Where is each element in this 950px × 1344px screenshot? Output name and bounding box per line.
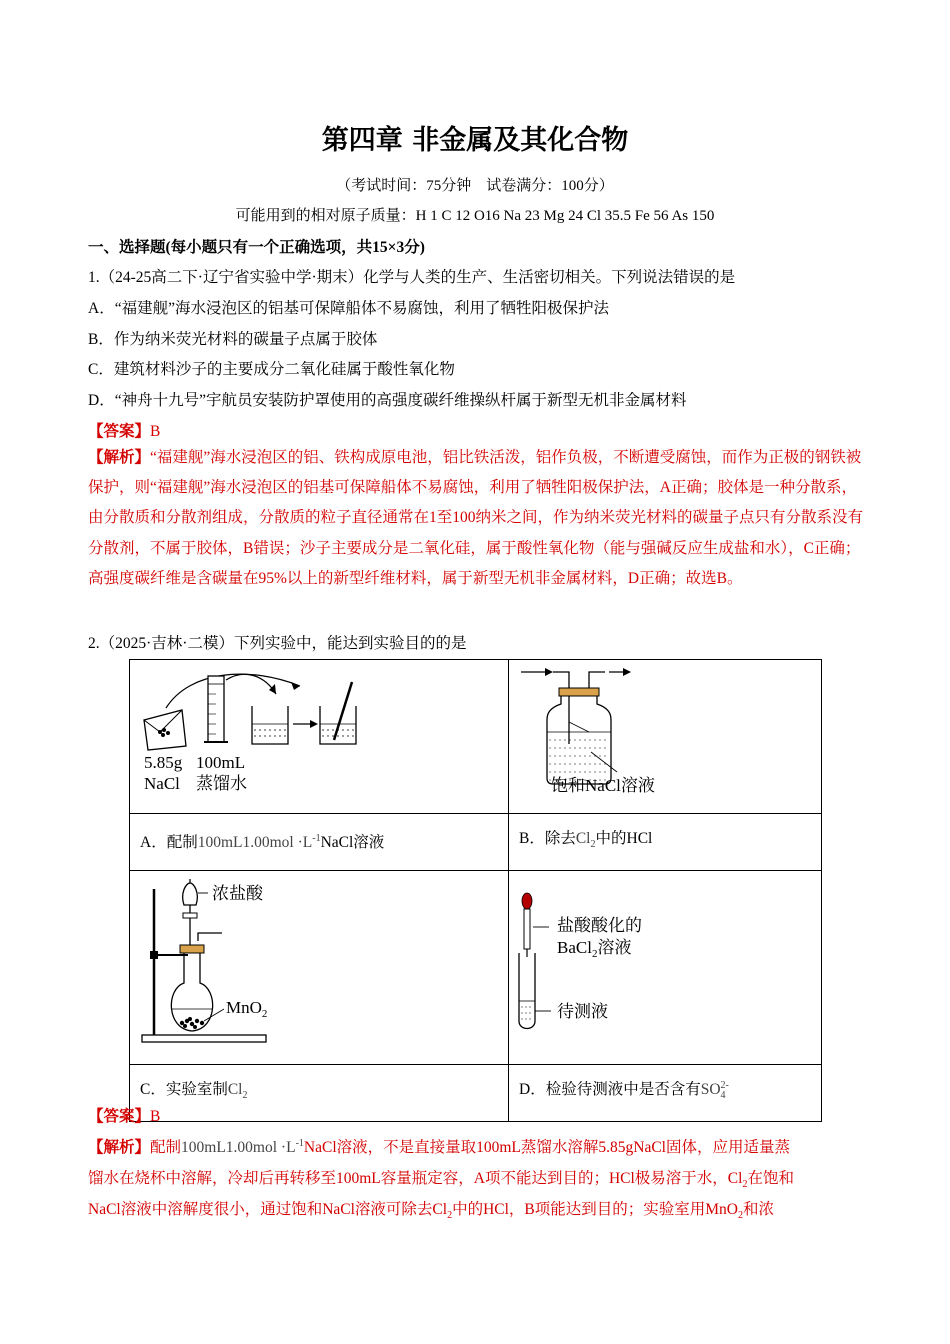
bacl2-text: BaCl bbox=[557, 938, 592, 958]
caption-a-formula-text: 100mL1.00mol ·L bbox=[197, 834, 313, 852]
caption-a-formula bbox=[198, 834, 321, 851]
analysis-l3-c: 和浓 bbox=[743, 1201, 775, 1218]
q2-analysis-line-3 bbox=[88, 1197, 774, 1221]
q1-analysis bbox=[88, 443, 864, 594]
analysis-l3-sub: 2 bbox=[447, 1210, 453, 1222]
analysis-l3-sub2: 2 bbox=[738, 1210, 743, 1222]
analysis-l2-text: 馏水在烧杯中溶解，冷却后再转移至100mL容量瓶定容，A项不能达到目的；HCl极易溶于水，Cl bbox=[88, 1170, 743, 1187]
caption-d-prefix: D．检验待测液中是否含有 bbox=[519, 1081, 701, 1099]
caption-a-suffix: NaCl溶液 bbox=[320, 834, 385, 852]
caption-d-sup: 2- bbox=[720, 1079, 729, 1091]
caption-a-sup: -1 bbox=[312, 833, 321, 844]
caption-b-suffix: 中的HCl bbox=[595, 830, 653, 847]
chlorine-generator-figure bbox=[130, 871, 508, 1059]
answer-value: B bbox=[150, 1108, 161, 1125]
atomic-masses: 可能用到的相对原子质量：H 1 C 12 O16 Na 23 Mg 24 Cl 35.5 Fe 56 As 150 bbox=[235, 208, 715, 224]
mno2-label bbox=[226, 998, 267, 1020]
figure-cell-a bbox=[130, 660, 509, 814]
q1-option-c: C．建筑材料沙子的主要成分二氧化硅属于酸性氧化物 bbox=[88, 361, 455, 378]
figure-cell-c bbox=[130, 871, 509, 1065]
bacl2-sub: 2 bbox=[591, 948, 598, 961]
answer-tag: 【答案】 bbox=[88, 423, 151, 440]
caption-c bbox=[130, 1065, 509, 1122]
caption-d-formula bbox=[700, 1079, 729, 1101]
q1-option-d: D．“神舟十九号”宇航员安装防护罩使用的高强度碳纤维操纵杆属于新型无机非金属材料 bbox=[88, 392, 687, 409]
caption-b-formula bbox=[575, 830, 596, 851]
caption-c-formula bbox=[227, 1081, 248, 1102]
caption-b bbox=[509, 814, 822, 871]
q1-option-a: A．“福建舰”海水浸泡区的铝基可保障船体不易腐蚀，利用了牺牲阳极保护法 bbox=[88, 300, 609, 317]
water-label: 蒸馏水 bbox=[196, 774, 247, 793]
q1-stem: 1.（24-25高二下·辽宁省实验中学·期末）化学与人类的生产、生活密切相关。下列说法错误的是 bbox=[88, 269, 736, 286]
figure-cell-b bbox=[509, 660, 822, 814]
analysis-text: “福建舰”海水浸泡区的铝、铁构成原电池，铝比铁活泼，铝作负极，不断遭受腐蚀，而作为正极的钢铁被保护，则“福建舰”海水浸泡区的铝基可保障船体不易腐蚀，利用了牺牲阳极保护法，A正确；胶体是一种分散系，由分散质和分散剂组成，分散质的粒子直径通常在1至100纳米之间，作为纳米荧光材料的碳量子点只有分散系没有分散剂，不属于胶体，B错误；沙子主要成分是二氧化硅，属于酸性氧化物（能与强碱反应生成盐和水），C正确；高强度碳纤维是含碳量在95%以上的新型纤维材料，属于新型无机非金属材料，D正确；故选B。 bbox=[88, 449, 864, 587]
section-heading: 一、选择题(每小题只有一个正确选项，共15×3分) bbox=[88, 239, 425, 256]
caption-d-sub: 4 bbox=[720, 1089, 726, 1101]
conc-hcl-label: 浓盐酸 bbox=[212, 884, 263, 904]
analysis-l1-sup: -1 bbox=[295, 1137, 304, 1149]
analysis-l2-sub: 2 bbox=[742, 1179, 748, 1191]
salt-label: NaCl bbox=[144, 774, 180, 793]
saturated-nacl-label: 饱和NaCl溶液 bbox=[551, 776, 655, 795]
analysis-l3-a: NaCl溶液中溶解度很小，通过饱和NaCl溶液可除去Cl bbox=[88, 1201, 448, 1218]
reagent-label-1: 盐酸酸化的 bbox=[557, 916, 642, 936]
caption-c-prefix: C．实验室制 bbox=[140, 1081, 228, 1099]
answer-value: B bbox=[150, 423, 161, 440]
q2-options-table bbox=[129, 659, 822, 1122]
volume-label: 100mL bbox=[196, 753, 246, 772]
analysis-l1-formula bbox=[181, 1139, 304, 1156]
analysis-tag: 【解析】 bbox=[88, 1139, 151, 1156]
caption-b-prefix: B．除去 bbox=[519, 830, 576, 847]
mno2-sub: 2 bbox=[261, 1008, 268, 1021]
q2-answer bbox=[88, 1104, 160, 1126]
analysis-tag: 【解析】 bbox=[88, 449, 151, 466]
analysis-l1-pre: 配制 bbox=[150, 1139, 182, 1156]
analysis-l1-formula-text: 100mL1.00mol ·L bbox=[181, 1139, 296, 1156]
caption-b-sub: 2 bbox=[590, 839, 596, 851]
exam-info: （考试时间：75分钟 试卷满分：100分） bbox=[336, 178, 614, 194]
caption-d bbox=[509, 1065, 822, 1122]
sample-label: 待测液 bbox=[557, 1002, 608, 1022]
caption-a bbox=[130, 814, 509, 871]
mass-label: 5.85g bbox=[144, 753, 183, 772]
figure-cell-d bbox=[509, 871, 822, 1065]
caption-a-prefix: A．配制 bbox=[140, 834, 198, 852]
q1-option-b: B．作为纳米荧光材料的碳量子点属于胶体 bbox=[88, 331, 378, 348]
q2-stem: 2.（2025·吉林·二模）下列实验中，能达到实验目的的是 bbox=[88, 635, 467, 652]
mno2-text: MnO bbox=[226, 998, 262, 1018]
prepare-solution-figure bbox=[130, 660, 508, 808]
solution-text: 溶液 bbox=[597, 938, 632, 958]
reagent-label-2 bbox=[557, 938, 631, 960]
page-title: 第四章 非金属及其化合物 bbox=[321, 125, 629, 156]
caption-c-sub: 2 bbox=[242, 1090, 248, 1102]
caption-d-formula-text: SO bbox=[700, 1081, 721, 1099]
answer-tag: 【答案】 bbox=[88, 1108, 151, 1125]
analysis-l2-post: 在饱和 bbox=[747, 1170, 794, 1187]
q1-answer bbox=[88, 419, 160, 441]
analysis-l1-post: NaCl溶液，不是直接量取100mL蒸馏水溶解5.85gNaCl固体，应用适量蒸 bbox=[303, 1139, 790, 1156]
caption-b-formula-text: Cl bbox=[575, 830, 591, 847]
q2-analysis-line-1 bbox=[88, 1135, 790, 1157]
gas-washing-bottle-figure bbox=[509, 660, 821, 808]
q2-analysis-line-2 bbox=[88, 1166, 794, 1190]
sulfate-test-figure bbox=[509, 871, 821, 1059]
analysis-l3-b: 中的HCl，B项能达到目的；实验室用MnO bbox=[452, 1201, 738, 1218]
caption-c-formula-text: Cl bbox=[227, 1081, 243, 1099]
